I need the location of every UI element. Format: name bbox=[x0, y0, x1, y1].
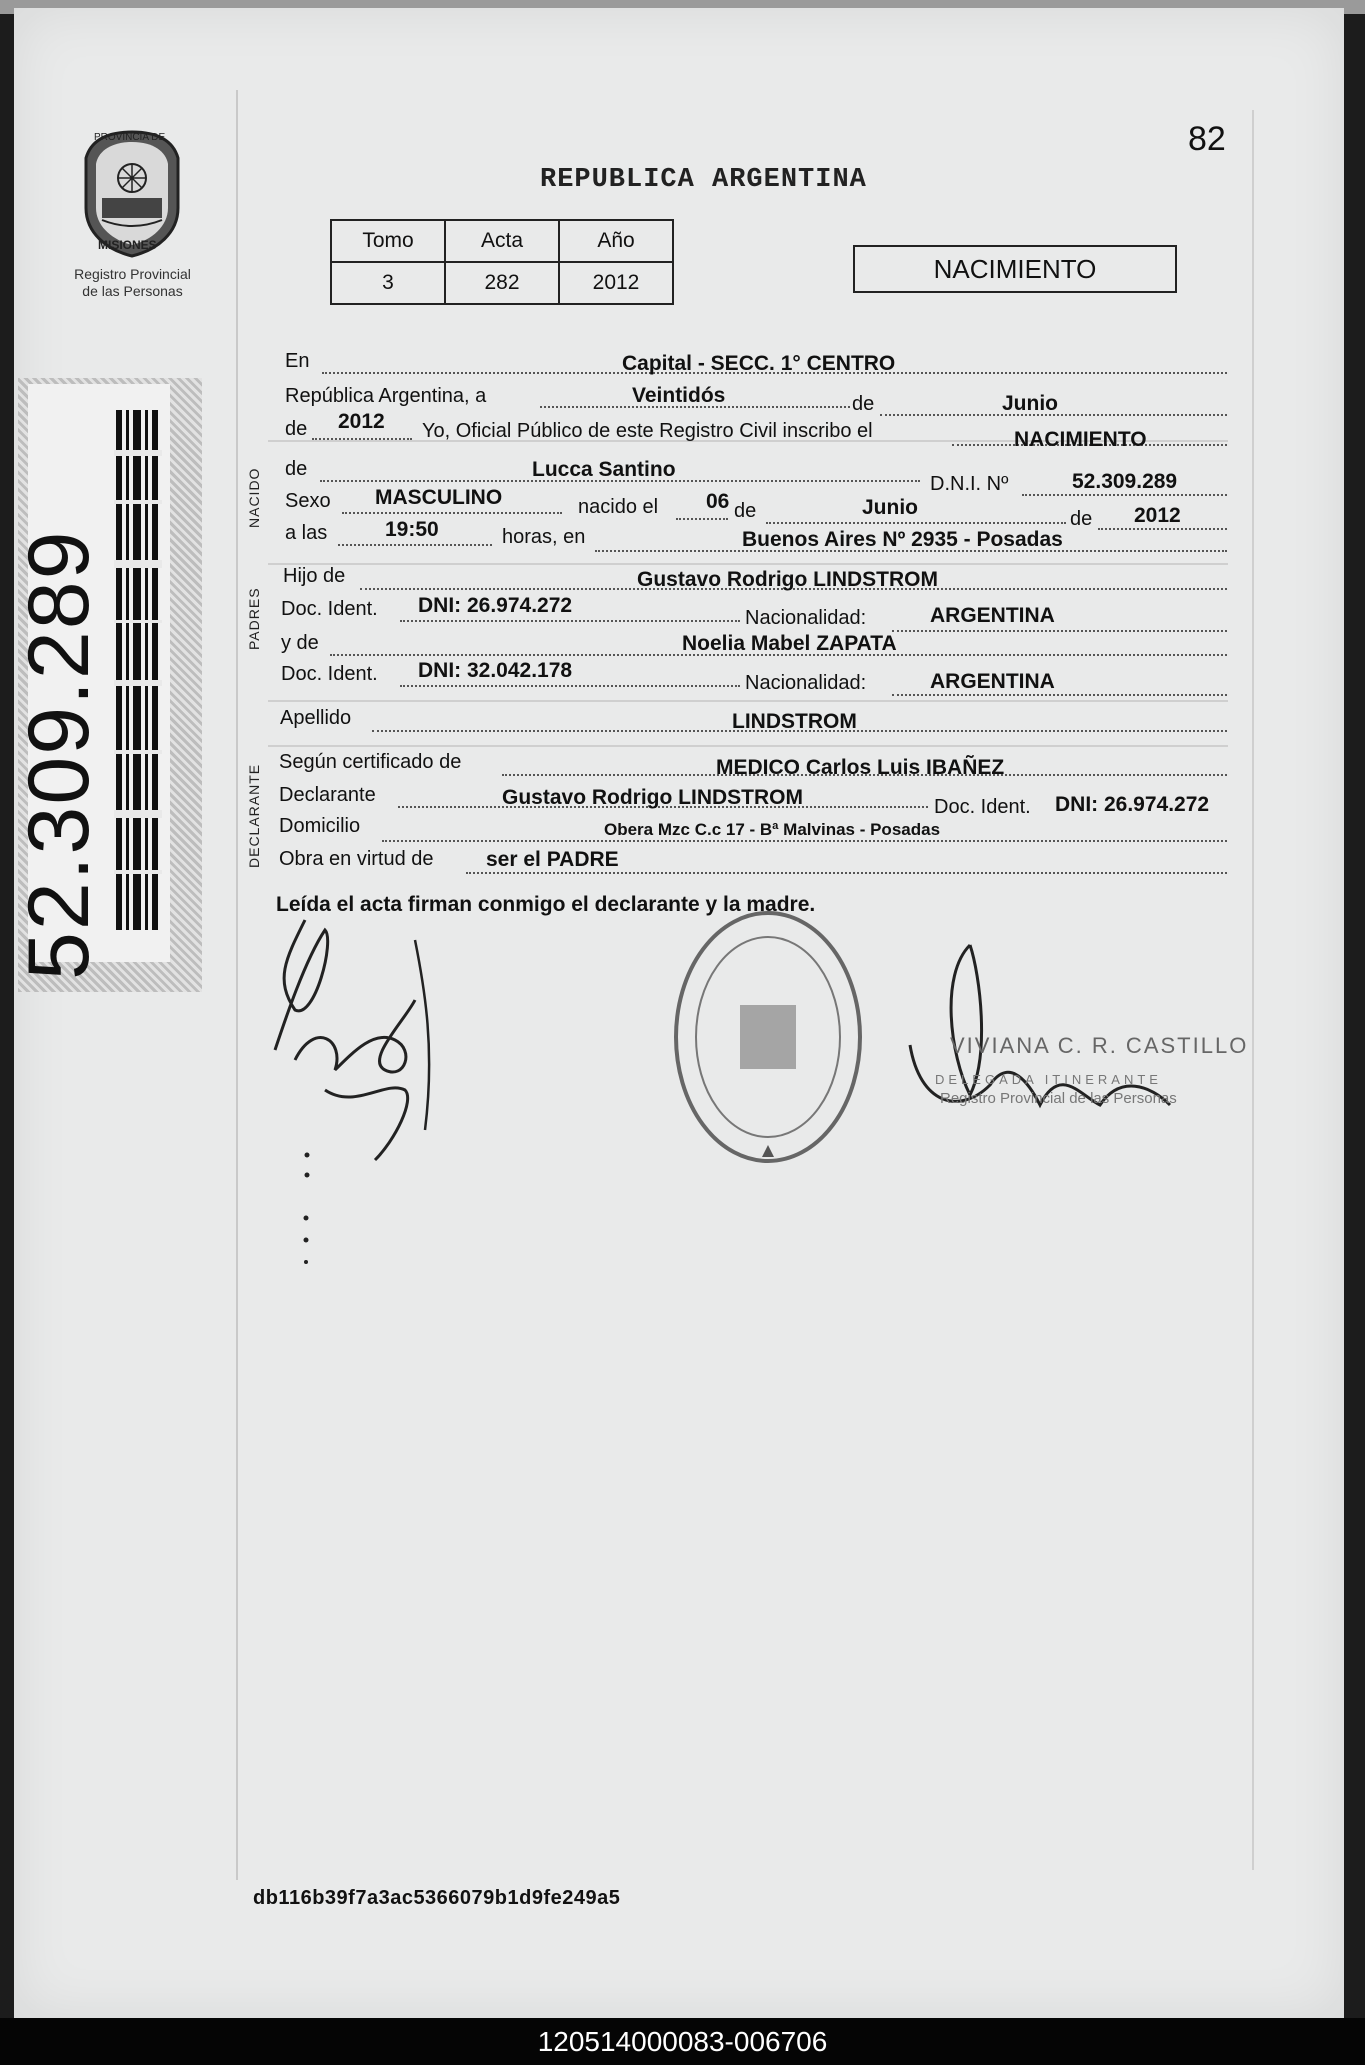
value-lugar: Capital - SECC. 1° CENTRO bbox=[622, 352, 896, 375]
dotted-line bbox=[400, 685, 740, 687]
value-lugar-nac: Buenos Aires Nº 2935 - Posadas bbox=[742, 528, 1063, 551]
label-de-name: de bbox=[285, 458, 308, 480]
dotted-line bbox=[312, 438, 412, 440]
value-padre: Gustavo Rodrigo LINDSTROM bbox=[637, 568, 938, 591]
value-hora: 19:50 bbox=[385, 518, 439, 541]
registry-value-row bbox=[331, 262, 673, 304]
document-hash: db116b39f7a3ac5366079b1d9fe249a5 bbox=[253, 1887, 621, 1909]
dotted-line bbox=[1022, 494, 1227, 496]
margin-line bbox=[236, 90, 238, 1880]
value-madre-doc: DNI: 32.042.178 bbox=[418, 659, 573, 682]
value-madre-nac: ARGENTINA bbox=[930, 670, 1055, 693]
label-obra-en-virtud: Obra en virtud de bbox=[279, 848, 434, 870]
label-dni: D.N.I. Nº bbox=[930, 473, 1009, 495]
registry-table bbox=[330, 219, 674, 305]
label-hijo-de: Hijo de bbox=[283, 565, 346, 587]
dotted-line bbox=[382, 840, 1227, 842]
value-madre: Noelia Mabel ZAPATA bbox=[682, 632, 897, 655]
declarant-signature bbox=[265, 900, 445, 1200]
official-stamp-icon bbox=[668, 905, 868, 1170]
seal-bottom-text: MISIONES bbox=[98, 238, 157, 252]
footer-code: 120514000083-006706 bbox=[0, 2018, 1365, 2065]
label-republica-a: República Argentina, a bbox=[285, 385, 487, 407]
dotted-line bbox=[466, 872, 1227, 874]
value-apellido: LINDSTROM bbox=[732, 710, 857, 733]
label-y-de: y de bbox=[281, 632, 319, 654]
value-nac-mes: Junio bbox=[862, 496, 918, 519]
value-padre-nac: ARGENTINA bbox=[930, 604, 1055, 627]
right-margin-line bbox=[1252, 110, 1254, 1870]
value-padre-doc: DNI: 26.974.272 bbox=[418, 594, 573, 617]
dotted-line bbox=[676, 518, 728, 520]
registry-value-tomo: 3 bbox=[331, 262, 445, 304]
label-yo-oficial: Yo, Oficial Público de este Registro Civil inscribo el bbox=[422, 420, 873, 442]
label-domicilio: Domicilio bbox=[279, 815, 361, 837]
label-de2: de bbox=[285, 418, 308, 440]
registry-value-acta: 282 bbox=[445, 262, 559, 304]
label-doc-ident-2: Doc. Ident. bbox=[281, 663, 378, 685]
dotted-line bbox=[1098, 528, 1227, 530]
label-declarante: Declarante bbox=[279, 784, 376, 806]
value-obra: ser el PADRE bbox=[486, 848, 619, 871]
country-title: REPUBLICA ARGENTINA bbox=[540, 165, 867, 195]
label-en: En bbox=[285, 350, 310, 372]
value-nac-anio: 2012 bbox=[1134, 504, 1181, 527]
dotted-line bbox=[338, 544, 492, 546]
label-nacionalidad-2: Nacionalidad: bbox=[745, 672, 867, 694]
registry-name bbox=[50, 266, 215, 300]
label-nacionalidad-1: Nacionalidad: bbox=[745, 607, 867, 629]
separator bbox=[268, 700, 1228, 702]
value-certificado: MEDICO Carlos Luis IBAÑEZ bbox=[716, 756, 1005, 779]
label-doc-ident-3: Doc. Ident. bbox=[934, 796, 1031, 818]
officer-title: DELEGADA ITINERANTE bbox=[935, 1072, 1162, 1087]
value-acto: NACIMIENTO bbox=[1014, 428, 1147, 451]
document-type-box: NACIMIENTO bbox=[853, 245, 1177, 293]
registry-name-line1: Registro Provincial bbox=[74, 266, 191, 282]
label-de1: de bbox=[852, 393, 875, 415]
label-de4: de bbox=[1070, 508, 1093, 530]
section-padres-label: PADRES bbox=[246, 587, 262, 650]
label-doc-ident-1: Doc. Ident. bbox=[281, 598, 378, 620]
dotted-line bbox=[892, 630, 1227, 632]
label-segun-certificado: Según certificado de bbox=[279, 751, 462, 773]
registry-header-anio: Año bbox=[559, 220, 673, 262]
label-sexo: Sexo bbox=[285, 490, 331, 512]
value-sexo: MASCULINO bbox=[375, 486, 503, 509]
section-declarante-label: DECLARANTE bbox=[246, 763, 262, 868]
dotted-line bbox=[400, 620, 740, 622]
value-nac-dia: 06 bbox=[706, 490, 730, 513]
page-number: 82 bbox=[1188, 120, 1226, 158]
value-nombre: Lucca Santino bbox=[532, 458, 676, 481]
registry-header-row bbox=[331, 220, 673, 262]
value-mes: Junio bbox=[1002, 392, 1058, 415]
value-domicilio: Obera Mzc C.c 17 - Bª Malvinas - Posadas bbox=[604, 820, 941, 839]
dotted-line bbox=[342, 512, 562, 514]
registry-name-line2: de las Personas bbox=[82, 283, 183, 299]
value-dia: Veintidós bbox=[632, 384, 726, 407]
dotted-line bbox=[892, 694, 1227, 696]
officer-name: VIVIANA C. R. CASTILLO bbox=[950, 1033, 1249, 1058]
closing-statement: Leída el acta firman conmigo el declarante y la madre. bbox=[276, 893, 816, 916]
value-dni: 52.309.289 bbox=[1072, 470, 1178, 493]
registry-value-anio: 2012 bbox=[559, 262, 673, 304]
section-nacido-label: NACIDO bbox=[246, 467, 262, 528]
barcode-number: 52.309.289 bbox=[11, 529, 107, 980]
registry-header-acta: Acta bbox=[445, 220, 559, 262]
label-de3: de bbox=[734, 500, 757, 522]
label-a-las: a las bbox=[285, 522, 328, 544]
value-anio: 2012 bbox=[338, 410, 385, 433]
separator bbox=[268, 563, 1228, 565]
dot-marks bbox=[296, 1210, 316, 1270]
label-horas-en: horas, en bbox=[502, 526, 586, 548]
registry-header-tomo: Tomo bbox=[331, 220, 445, 262]
label-apellido: Apellido bbox=[280, 707, 352, 729]
label-nacido-el: nacido el bbox=[578, 496, 659, 518]
value-declarante-doc: DNI: 26.974.272 bbox=[1055, 793, 1210, 816]
seal-top-text: PROVINCIA DE bbox=[94, 132, 166, 143]
officer-org: Registro Provincial de las Personas bbox=[940, 1090, 1177, 1107]
value-declarante: Gustavo Rodrigo LINDSTROM bbox=[502, 786, 803, 809]
separator bbox=[268, 745, 1228, 747]
dotted-line bbox=[766, 522, 1066, 524]
